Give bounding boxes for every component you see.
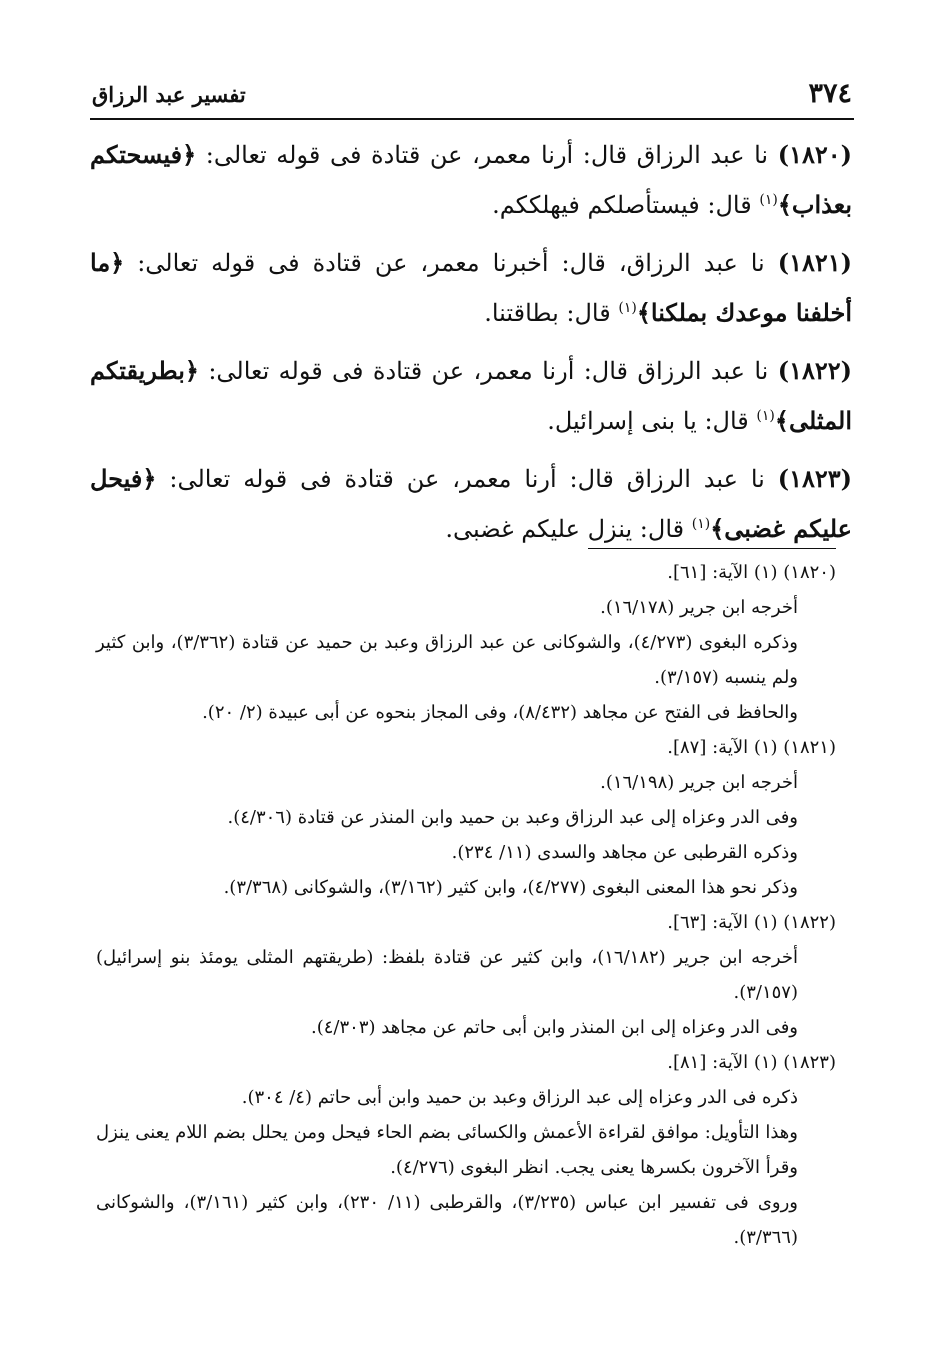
footnote-head: (١٨٢٠) (١) الآية: [٦١]. <box>667 562 836 583</box>
footnote-ref[interactable]: (١) <box>618 300 637 316</box>
entry-rest: قال: يا بنى إسرائيل. <box>547 407 749 435</box>
footnote-line: وفى الدر وعزاه إلى عبد الرزاق وعبد بن حميد وابن المنذر عن قتادة (٤/٣٠٦). <box>227 807 798 828</box>
entry-rest: قال: فيستأصلكم فيهلككم. <box>492 191 752 219</box>
entry-1820 <box>90 130 852 230</box>
footnote-line: وذكر نحو هذا المعنى البغوى (٤/٢٧٧)، وابن كثير (٣/١٦٢)، والشوكانى (٣/٣٦٨). <box>223 877 798 898</box>
entry-text: نا عبد الرزاق قال: أرنا معمر، عن قتادة فى قوله تعالى: <box>208 357 769 385</box>
page-header <box>92 78 852 118</box>
footnote-1822 <box>96 905 836 1045</box>
footnote-1821 <box>96 730 836 905</box>
footnote-line: وذكره القرطبى عن مجاهد والسدى (١١/ ٢٣٤). <box>451 842 798 863</box>
entry-number: (١٨٢٠) <box>777 140 852 169</box>
page-number: ٣٧٤ <box>808 78 852 109</box>
footnote-ref[interactable]: (١) <box>691 516 711 532</box>
footnote-separator <box>588 548 836 549</box>
footnote-line: أخرجه ابن جرير (١٦/١٧٨). <box>600 597 798 618</box>
main-text <box>90 130 852 562</box>
quran-verse: ﴿فيحل عليكم غضبى﴾ <box>90 464 852 543</box>
running-title: تفسير عبد الرزاق <box>92 82 246 107</box>
footnotes <box>96 555 836 1255</box>
footnote-line: وذكره البغوى (٤/٢٧٣)، والشوكانى عن عبد الرزاق وعبد بن حميد عن قتادة (٣/٣٦٢)، وابن كثير ولم ينسبه (٣/١٥٧). <box>96 632 798 688</box>
entry-1821 <box>90 238 852 338</box>
entry-text: نا عبد الرزاق قال: أرنا معمر، عن قتادة فى قوله تعالى: <box>169 465 765 493</box>
header-rule <box>90 118 854 120</box>
footnote-line: وفى الدر وعزاه إلى ابن المنذر وابن أبى حاتم عن مجاهد (٤/٣٠٣). <box>311 1017 798 1038</box>
footnote-1820 <box>96 555 836 730</box>
entry-rest: قال: ينزل عليكم غضبى. <box>445 515 685 543</box>
footnote-line: ذكره فى الدر وعزاه إلى عبد الرزاق وعبد بن حميد وابن أبى حاتم (٤/ ٣٠٤). <box>241 1087 798 1108</box>
footnote-head: (١٨٢٣) (١) الآية: [٨١]. <box>667 1052 836 1073</box>
quran-verse: ﴿بطريقتكم المثلى﴾ <box>90 356 852 435</box>
footnote-line: وروى فى تفسير ابن عباس (٣/٢٣٥)، والقرطبى (١١/ ٢٣٠)، وابن كثير (٣/١٦١)، والشوكانى (٣/٣٦٦). <box>96 1192 798 1248</box>
entry-1823 <box>90 454 852 554</box>
entry-text: نا عبد الرزاق قال: أرنا معمر، عن قتادة فى قوله تعالى: <box>205 141 769 169</box>
entry-1822 <box>90 346 852 446</box>
entry-text: نا عبد الرزاق، قال: أخبرنا معمر، عن قتادة فى قوله تعالى: <box>137 249 765 277</box>
quran-verse: ﴿فيسحتكم بعذاب﴾ <box>90 140 852 219</box>
footnote-1823 <box>96 1045 836 1255</box>
footnote-head: (١٨٢١) (١) الآية: [٨٧]. <box>667 737 836 758</box>
footnote-ref[interactable]: (١) <box>756 408 775 424</box>
footnote-ref[interactable]: (١) <box>759 192 778 208</box>
quran-verse: ﴿ما أخلفنا موعدك بملكنا﴾ <box>90 248 852 327</box>
footnote-line: أخرجه ابن جرير (١٦/١٩٨). <box>600 772 798 793</box>
entry-rest: قال: بطاقتنا. <box>484 299 611 327</box>
footnote-line: وهذا التأويل: موافق لقراءة الأعمش والكسائى بضم الحاء فيحل ومن يحلل بضم اللام يعنى ينزل وقرأ الآخرون بكسرها يعنى يجب. انظر البغوى (٤/٢٧٦). <box>96 1122 798 1178</box>
footnote-line: أخرجه ابن جرير (١٦/١٨٢)، وابن كثير عن قتادة بلفظ: (طريقتهم المثلى يومئذ بنو إسرائيل) (٣/١٥٧). <box>96 947 798 1003</box>
footnote-head: (١٨٢٢) (١) الآية: [٦٣]. <box>667 912 836 933</box>
footnote-line: والحافظ فى الفتح عن مجاهد (٨/٤٣٢)، وفى المجاز بنحوه عن أبى عبيدة (٢/ ٢٠). <box>202 702 798 723</box>
entry-number: (١٨٢٣) <box>777 464 852 493</box>
entry-number: (١٨٢٢) <box>777 356 852 385</box>
entry-number: (١٨٢١) <box>777 248 852 277</box>
